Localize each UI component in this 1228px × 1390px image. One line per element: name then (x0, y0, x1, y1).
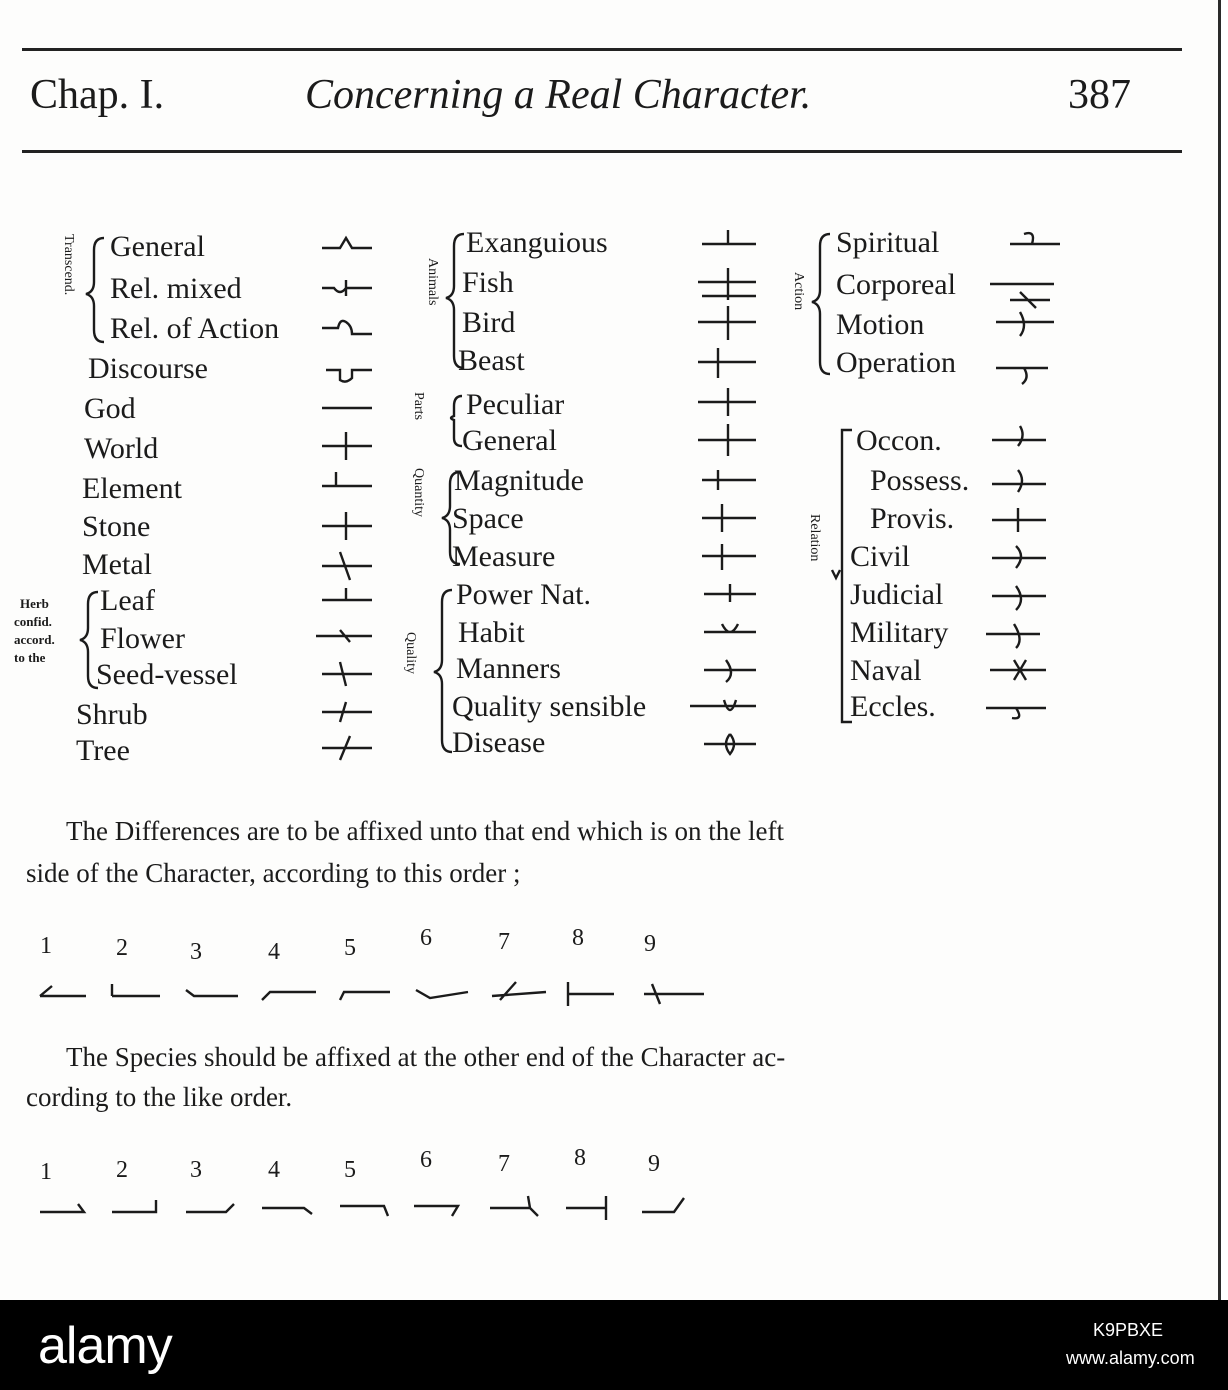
species-6 (414, 1206, 458, 1216)
species-number: 1 (40, 1159, 52, 1185)
col2-item: Fish (462, 266, 514, 299)
col1-item: Discourse (88, 352, 208, 385)
difference-2 (112, 984, 160, 996)
page-title: Concerning a Real Character. (305, 72, 812, 118)
difference-number: 3 (190, 939, 202, 965)
col1-item: Tree (76, 734, 130, 767)
species-4 (262, 1208, 312, 1214)
col3-item: Spiritual (836, 226, 940, 259)
col2-item: Magnitude (454, 464, 584, 497)
glyph-measure (702, 544, 756, 570)
group-label-animals: Animals (425, 258, 440, 306)
glyph-general (322, 238, 372, 248)
glyph-flower (316, 630, 372, 642)
col2-item: Disease (452, 726, 546, 759)
species-text-line2: cording to the like order. (26, 1082, 293, 1112)
col1-item: General (110, 230, 205, 263)
species-number: 6 (420, 1147, 432, 1173)
species-2 (112, 1200, 156, 1212)
differences-text-line1: The Differences are to be affixed unto that end which is on the left (66, 816, 784, 846)
brace-transcend (86, 238, 104, 342)
col4-item: Eccles. (850, 690, 936, 723)
herb-label-1: Herb (20, 596, 49, 611)
col2-item: Space (452, 502, 524, 535)
difference-1 (40, 986, 86, 996)
glyph-bird (698, 306, 756, 340)
col1-item: Shrub (76, 698, 148, 731)
col1-item: Flower (100, 622, 185, 655)
glyph-world (322, 432, 372, 460)
difference-6 (416, 990, 468, 998)
glyph-spiritual (1010, 233, 1060, 244)
group-label-action: Action (791, 272, 806, 311)
difference-number: 6 (420, 925, 432, 951)
difference-number: 4 (268, 939, 280, 965)
col2-item: Power Nat. (456, 578, 591, 611)
glyph-possess (992, 470, 1046, 492)
col4-item: Judicial (850, 578, 944, 611)
species-7 (490, 1196, 538, 1216)
glyph-civil (992, 546, 1046, 568)
species-number: 3 (190, 1157, 202, 1183)
difference-5 (340, 992, 390, 1000)
species-3 (186, 1204, 234, 1212)
glyph-motion (996, 312, 1054, 336)
col1-item: Seed-vessel (96, 658, 238, 691)
difference-number: 7 (498, 929, 510, 955)
site-url: www.alamy.com (1066, 1348, 1195, 1368)
col4-item: Military (850, 616, 949, 649)
glyph-occon (992, 426, 1046, 446)
glyph-tree (322, 736, 372, 760)
brace-animals (446, 234, 464, 368)
species-5 (340, 1206, 388, 1216)
difference-7 (492, 982, 546, 1000)
col1-item: Metal (82, 548, 152, 581)
species-8 (566, 1196, 606, 1220)
glyph-disease (704, 734, 756, 754)
glyph-element (322, 472, 372, 486)
difference-9 (644, 984, 704, 1004)
difference-number: 9 (644, 931, 656, 957)
brace-herb (80, 592, 98, 688)
glyph-eccles (986, 708, 1046, 718)
col4-item: Provis. (870, 502, 955, 535)
species-number: 7 (498, 1151, 510, 1177)
bracket-relation (842, 430, 852, 722)
group-label-quantity: Quantity (411, 468, 426, 517)
col2-item: General (462, 424, 557, 457)
col3-item: Operation (836, 346, 956, 379)
brace-parts (451, 396, 462, 446)
herb-label-2: confid. (14, 614, 52, 629)
glyph-peculiar (698, 388, 756, 416)
brace-action (812, 234, 830, 374)
alamy-logo: alamy (38, 1317, 172, 1375)
glyph-metal (322, 552, 372, 580)
col2-item: Bird (462, 306, 516, 339)
species-9 (642, 1198, 684, 1212)
species-text-line1: The Species should be affixed at the other end of the Character ac- (66, 1042, 786, 1072)
chapter-label: Chap. I. (30, 72, 165, 118)
col2-item: Peculiar (466, 388, 565, 421)
col4-item: Occon. (856, 424, 942, 457)
col2-item: Beast (458, 344, 525, 377)
glyph-rel-action (322, 321, 372, 334)
species-number: 8 (574, 1145, 586, 1171)
col4-item: Naval (850, 654, 922, 687)
glyph-magnitude (702, 470, 756, 490)
col1-item: Rel. mixed (110, 272, 242, 305)
glyph-leaf (322, 588, 372, 600)
differences-text-line2: side of the Character, according to this order ; (26, 858, 521, 888)
glyph-space (702, 504, 756, 532)
glyph-power-nat (704, 584, 756, 602)
glyph-general-2 (698, 424, 756, 456)
page-number: 387 (1068, 72, 1131, 118)
col4-item: Civil (850, 540, 911, 573)
species-number: 5 (344, 1157, 356, 1183)
image-id: K9PBXE (1093, 1320, 1164, 1340)
glyph-discourse (326, 370, 372, 382)
glyph-quality-sensible (690, 700, 756, 710)
glyph-beast (698, 348, 756, 378)
col1-item: Element (82, 472, 182, 505)
difference-number: 8 (572, 925, 584, 951)
watermark-footer (0, 1300, 1228, 1390)
difference-number: 1 (40, 933, 52, 959)
col2-item: Exanguious (466, 226, 608, 259)
glyph-provis (992, 508, 1046, 532)
group-label-quality: Quality (403, 632, 418, 674)
glyph-fish (698, 268, 756, 300)
group-label-transcend: Transcend. (61, 234, 76, 296)
col2-item: Measure (452, 540, 556, 573)
col3-item: Motion (836, 308, 925, 341)
species-number: 9 (648, 1151, 660, 1177)
difference-4 (262, 992, 316, 1000)
col2-item: Habit (458, 616, 525, 649)
difference-number: 2 (116, 935, 128, 961)
col2-item: Quality sensible (452, 690, 647, 723)
glyph-shrub (322, 702, 372, 722)
difference-3 (186, 990, 238, 996)
difference-number: 5 (344, 935, 356, 961)
glyph-stone (322, 512, 372, 540)
glyph-habit (704, 624, 756, 632)
difference-8 (568, 982, 614, 1006)
col2-item: Manners (456, 652, 561, 685)
glyph-corporeal (990, 284, 1054, 308)
brace-quantity (442, 472, 460, 564)
glyph-military (986, 624, 1040, 648)
col1-item: Stone (82, 510, 151, 543)
glyph-operation (996, 368, 1048, 384)
relation-tick (832, 570, 840, 578)
glyph-rel-mixed (322, 280, 372, 296)
glyph-judicial (992, 586, 1046, 610)
glyph-naval (990, 660, 1046, 680)
glyph-seed-vessel (322, 662, 372, 686)
glyph-manners (704, 660, 756, 682)
species-number: 2 (116, 1157, 128, 1183)
herb-label-3: accord. (14, 632, 55, 647)
col1-item: Rel. of Action (110, 312, 280, 345)
col4-item: Possess. (870, 464, 970, 497)
brace-quality (434, 590, 452, 752)
species-number: 4 (268, 1157, 280, 1183)
col3-item: Corporeal (836, 268, 956, 301)
col1-item: Leaf (100, 584, 155, 617)
species-1 (40, 1204, 84, 1212)
herb-label-4: to the (14, 650, 46, 665)
group-label-relation: Relation (807, 514, 822, 562)
col1-item: God (84, 392, 136, 425)
col1-item: World (84, 432, 159, 465)
group-label-parts: Parts (411, 392, 426, 420)
glyph-exanguious (702, 230, 756, 244)
